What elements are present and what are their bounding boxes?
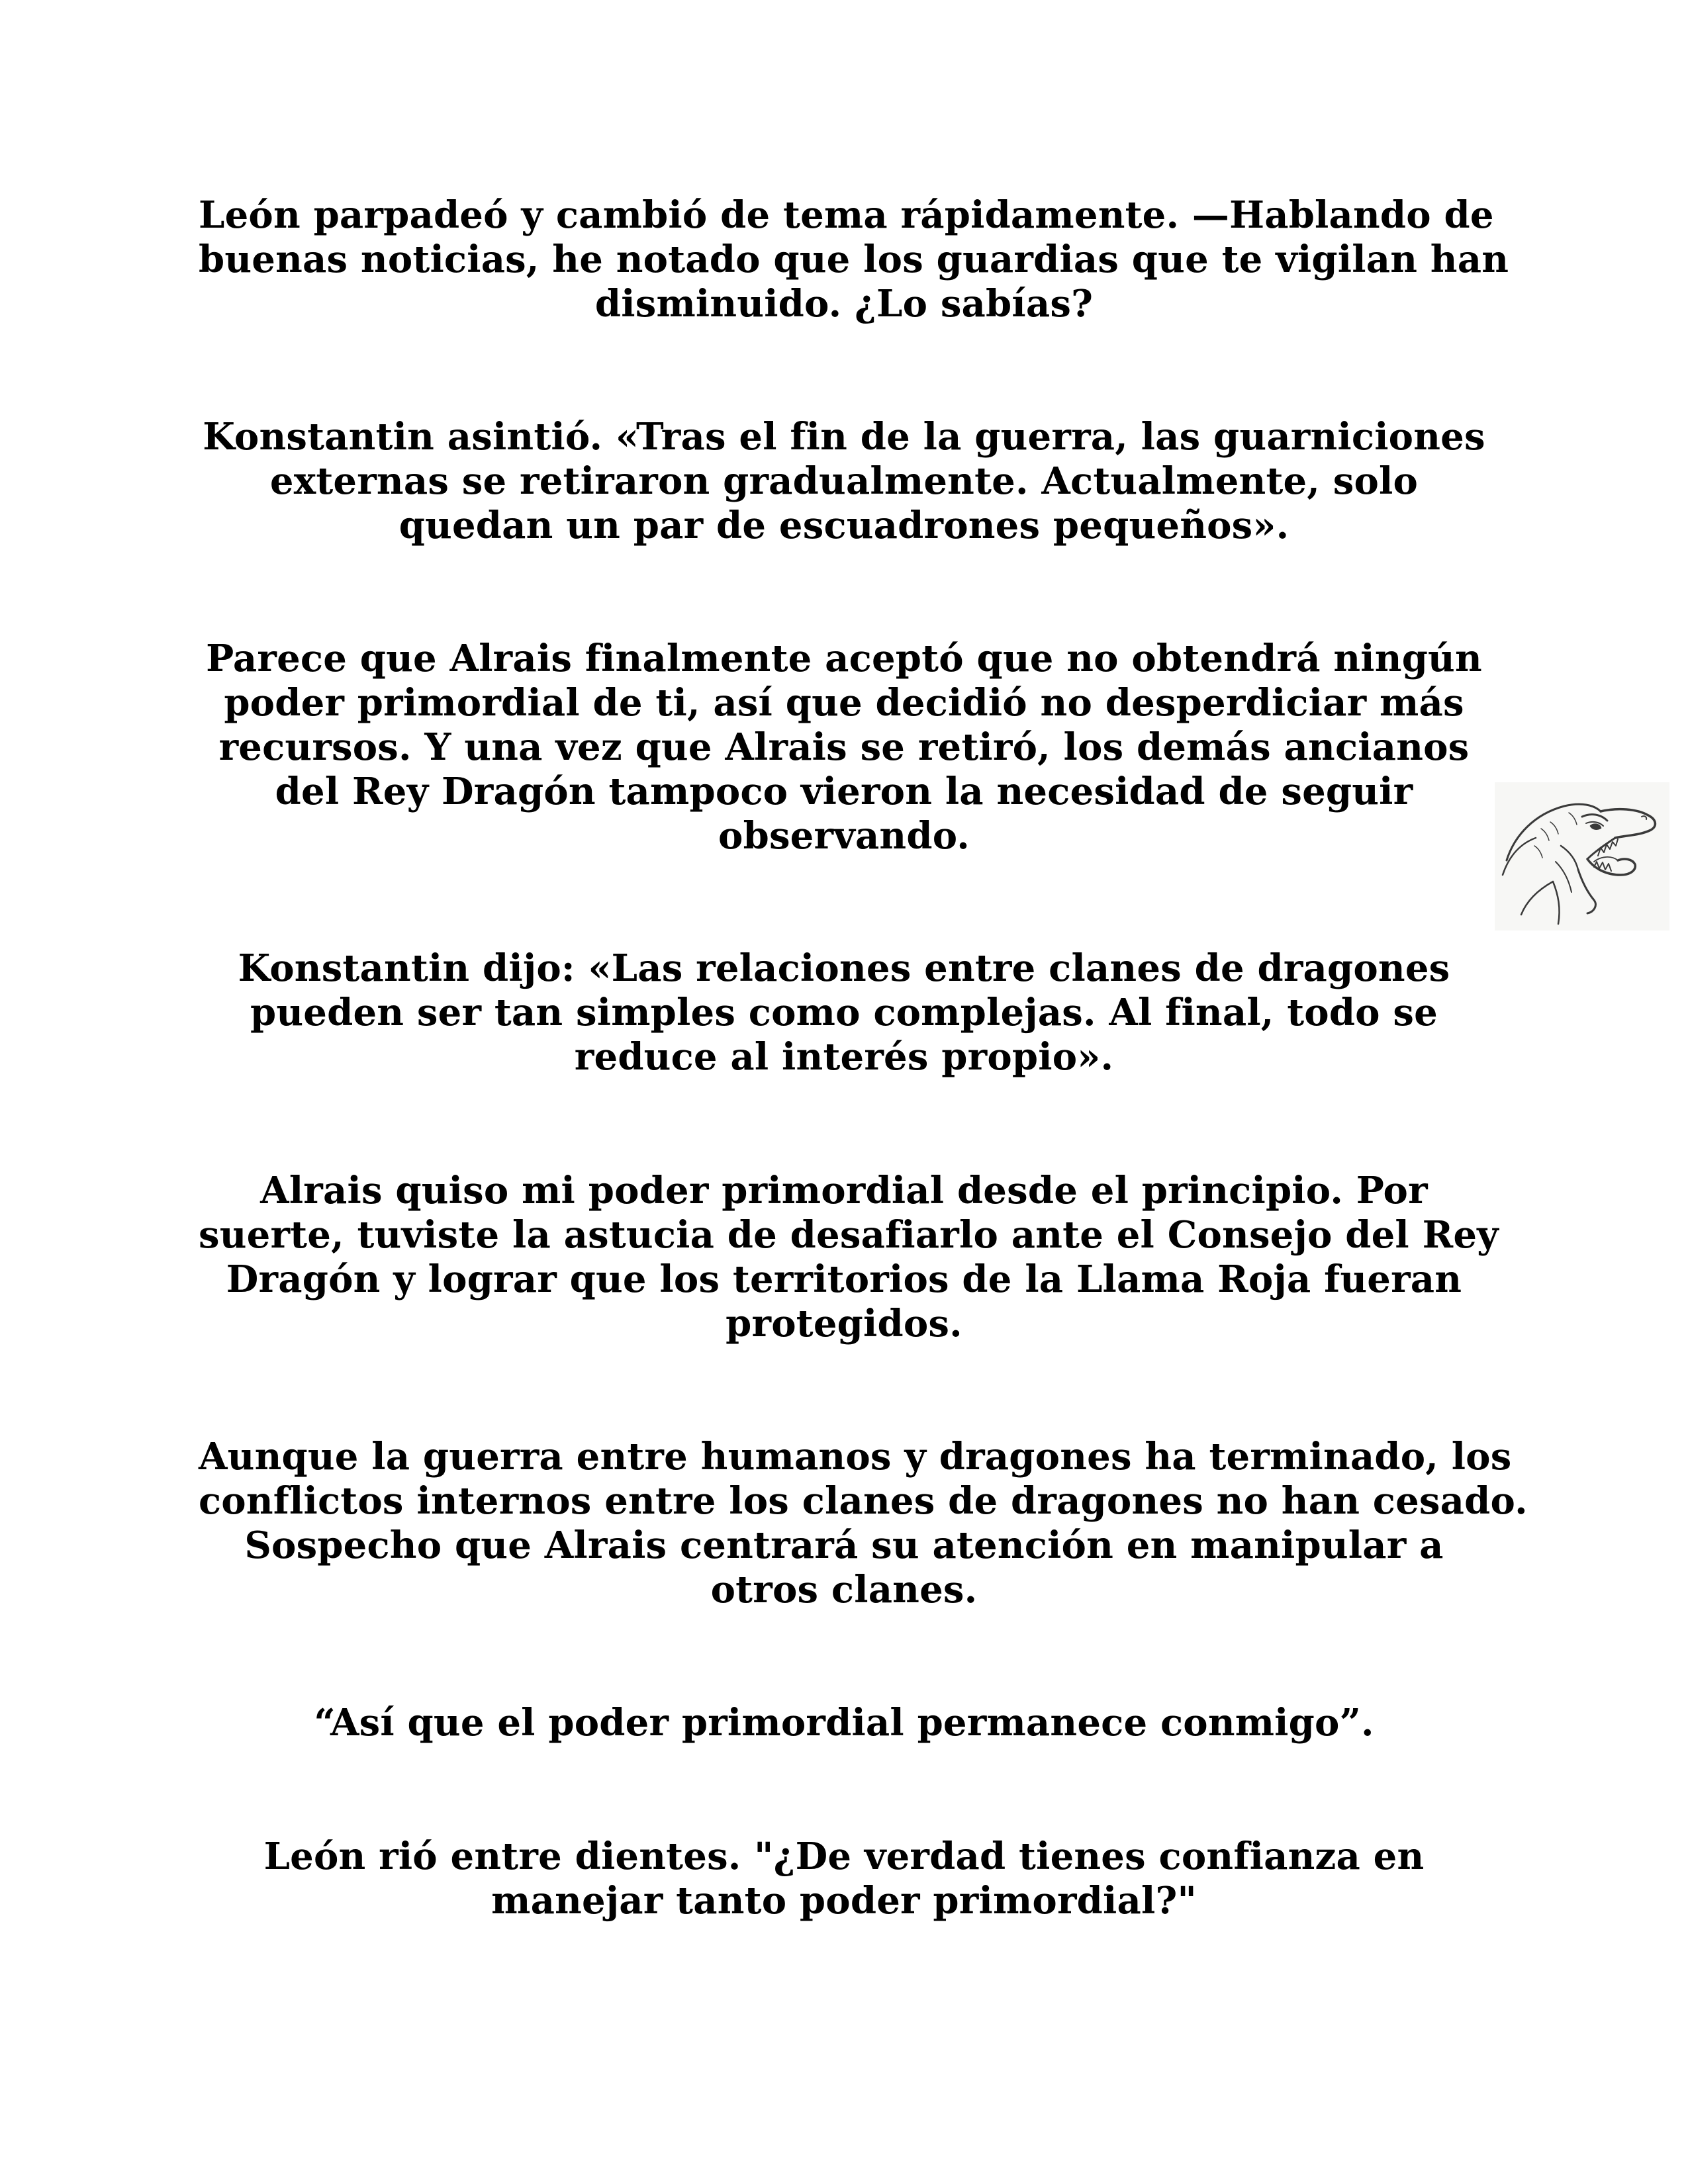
paragraph-line: disminuido. ¿Lo sabías?: [594, 282, 1094, 326]
paragraph-line: Konstantin asintió. «Tras el fin de la guerra, las guarniciones: [203, 415, 1485, 459]
paragraph-line: Dragón y lograr que los territorios de la Llama Roja fueran: [226, 1257, 1462, 1301]
paragraph-line: León parpadeó y cambió de tema rápidamente. —Hablando de: [199, 193, 1494, 237]
paragraph-line: quedan un par de escuadrones pequeños».: [399, 504, 1289, 547]
paragraph-line: Alrais quiso mi poder primordial desde el principio. Por: [260, 1169, 1428, 1212]
paragraph-line: Konstantin dijo: «Las relaciones entre clanes de dragones: [238, 946, 1450, 990]
paragraph-line: conflictos internos entre los clanes de dragones no han cesado.: [199, 1479, 1528, 1523]
paragraph-line: manejar tanto poder primordial?": [491, 1879, 1197, 1923]
paragraph-3: [199, 637, 1489, 858]
paragraph-line: reduce al interés propio».: [574, 1035, 1114, 1079]
paragraph-line: observando.: [718, 814, 970, 858]
paragraph-6: [199, 1435, 1528, 1612]
paragraph-line: protegidos.: [726, 1302, 962, 1345]
paragraph-line: Parece que Alrais finalmente aceptó que no obtendrá ningún: [206, 637, 1482, 680]
dragon-head-sketch-icon: [1495, 782, 1669, 931]
paragraph-line: buenas noticias, he notado que los guardias que te vigilan han: [199, 238, 1509, 281]
paragraph-line: externas se retiraron gradualmente. Actualmente, solo: [269, 459, 1419, 503]
paragraph-line: “Así que el poder primordial permanece conmigo”.: [314, 1701, 1374, 1745]
paragraph-2: [199, 415, 1489, 548]
paragraph-7: [199, 1701, 1489, 1745]
paragraph-line: del Rey Dragón tampoco vieron la necesidad de seguir: [275, 770, 1413, 813]
paragraph-line: pueden ser tan simples como complejas. Al final, todo se: [250, 991, 1438, 1034]
paragraph-line: Aunque la guerra entre humanos y dragones ha terminado, los: [199, 1435, 1512, 1479]
paragraph-1: [199, 193, 1509, 326]
paragraph-4: [199, 946, 1489, 1079]
paragraph-line: otros clanes.: [710, 1568, 978, 1612]
paragraph-line: poder primordial de ti, así que decidió no desperdiciar más: [224, 681, 1464, 725]
paragraph-line: recursos. Y una vez que Alrais se retiró, los demás ancianos: [218, 725, 1470, 769]
paragraph-line: León rió entre dientes. "¿De verdad tienes confianza en: [263, 1835, 1425, 1878]
paragraph-5: [199, 1169, 1499, 1346]
paragraph-line: suerte, tuviste la astucia de desafiarlo ante el Consejo del Rey: [199, 1213, 1499, 1257]
paragraph-line: Sospecho que Alrais centrará su atención en manipular a: [244, 1524, 1444, 1567]
paragraph-8: [199, 1835, 1489, 1923]
